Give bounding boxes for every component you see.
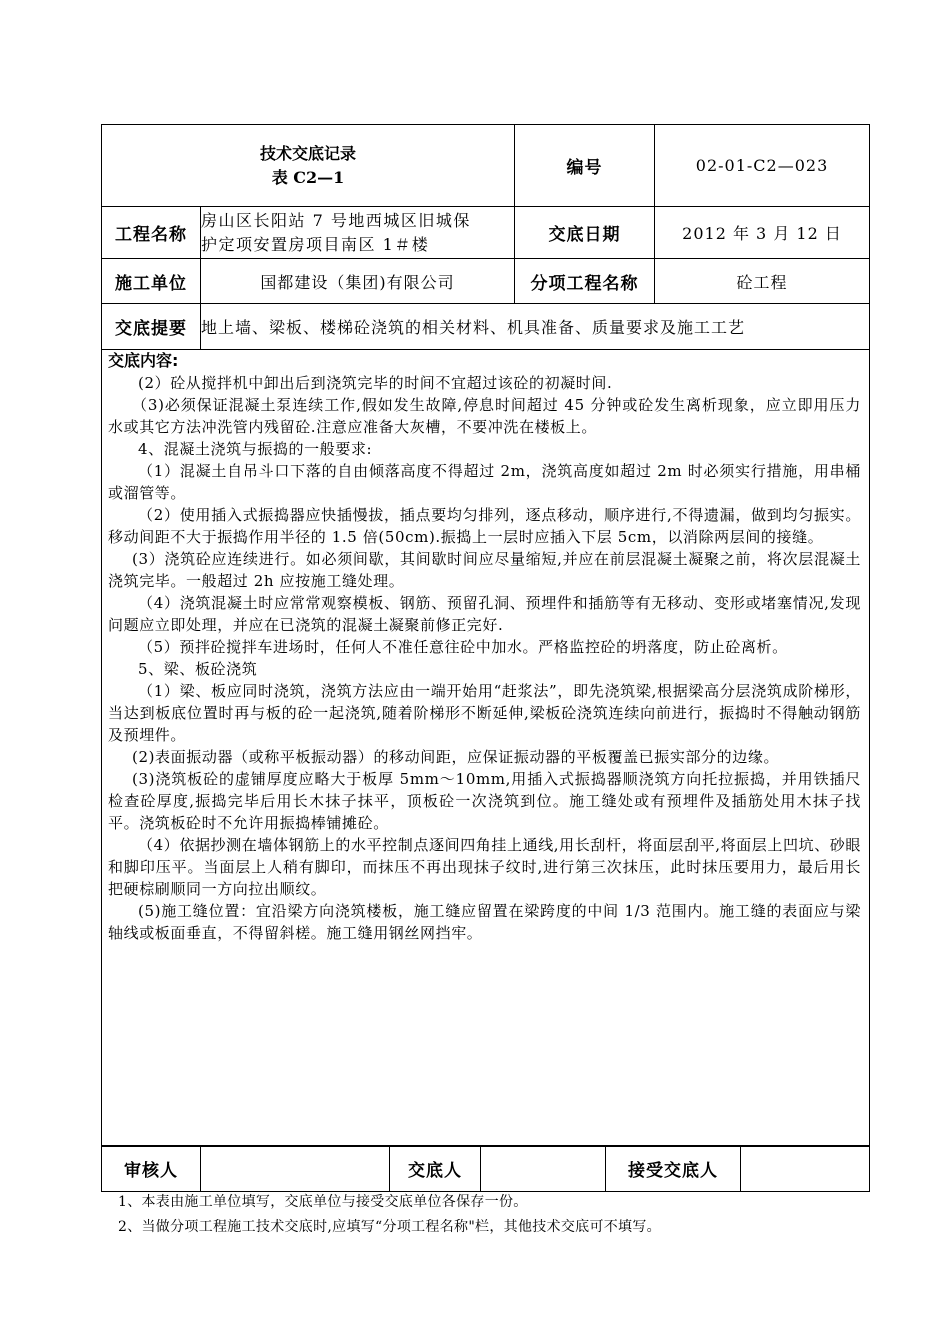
form-title-main: 技术交底记录 — [260, 143, 357, 163]
content-paragraph: 5、梁、板砼浇筑 — [138, 659, 258, 678]
number-value: 02-01-C2—023 — [655, 125, 870, 207]
content-paragraph: (3）浇筑砼应连续进行。如必须间歇，其间歇时间应尽量缩短,并应在前层混凝土凝聚之前，将次层混凝土浇筑完毕。一般超过 2h 应按施工缝处理。 — [108, 549, 861, 590]
content-paragraph: （1）混凝土自吊斗口下落的自由倾落高度不得超过 2m，浇筑高度如超过 2m 时必须实行措施，用串桶或溜管等。 — [108, 461, 861, 502]
form-title-code: 表 C2—1 — [271, 167, 345, 187]
reviewer-field[interactable] — [201, 1146, 390, 1192]
form-title — [102, 125, 515, 207]
discloser-field[interactable] — [481, 1146, 606, 1192]
summary-table — [101, 303, 870, 1147]
content-paragraph: (3)浇筑板砼的虚铺厚度应略大于板厚 5mm～10mm,用插入式振捣器顺浇筑方向托拉振捣，并用铁插尺检查砼厚度,振捣完毕后用长木抹子抹平，顶板砼一次浇筑到位。施工缝处或有预埋件及插筋处用木抹子找平。浇筑板砼时不允许用振捣棒铺摊砼。 — [108, 769, 861, 832]
content-paragraph: (2）砼从搅拌机中卸出后到浇筑完毕的时间不宜超过该砼的初凝时间. — [138, 373, 613, 392]
subproject-value: 砼工程 — [655, 259, 870, 304]
construction-unit-value: 国都建设（集团)有限公司 — [201, 259, 515, 304]
construction-unit-label: 施工单位 — [102, 259, 201, 304]
subproject-label: 分项工程名称 — [515, 259, 655, 304]
project-name-line2: 护定项安置房项目南区 1＃楼 — [201, 234, 430, 254]
reviewer-label: 审核人 — [102, 1146, 201, 1192]
receiver-label: 接受交底人 — [606, 1146, 741, 1192]
content-label: 交底内容: — [108, 350, 179, 370]
signoff-table — [101, 1145, 870, 1192]
discloser-label: 交底人 — [390, 1146, 481, 1192]
content-paragraph: （3)必须保证混凝土泵连续工作,假如发生故障,停息时间超过 45 分钟或砼发生离析现象，应立即用压力水或其它方法冲洗管内残留砼.注意应准备大灰槽，不要冲洗在楼板上。 — [108, 395, 861, 436]
receiver-field[interactable] — [741, 1146, 870, 1192]
project-name-value — [201, 207, 515, 259]
content-paragraph: （1）梁、板应同时浇筑，浇筑方法应由一端开始用“赶浆法”，即先浇筑梁,根据梁高分层浇筑成阶梯形，当达到板底位置时再与板的砼一起浇筑,随着阶梯形不断延伸,梁板砼浇筑连续向前进行，振捣时不得触动钢筋及预埋件。 — [108, 681, 861, 744]
content-section — [102, 349, 870, 1146]
summary-label: 交底提要 — [102, 303, 201, 349]
footnote: 1、本表由施工单位填写，交底单位与接受交底单位各保存一份。 — [118, 1194, 528, 1210]
content-paragraph: (2)表面振动器（或称平板振动器）的移动间距，应保证振动器的平板覆盖已振实部分的边缘。 — [132, 747, 780, 766]
date-value: 2012 年 3 月 12 日 — [655, 207, 870, 259]
date-label: 交底日期 — [515, 207, 655, 259]
content-paragraph: （4）依据抄测在墙体钢筋上的水平控制点逐间四角挂上通线,用长刮杆，将面层刮平,将面层上凹坑、砂眼和脚印压平。当面层上人稍有脚印，而抹压不再出现抹子纹时,进行第三次抹压，此时抹压要用力，最后用长把硬棕刷顺同一方向拉出顺纹。 — [108, 835, 861, 898]
project-name-label: 工程名称 — [102, 207, 201, 259]
content-paragraph: 4、混凝土浇筑与振捣的一般要求: — [138, 439, 373, 458]
number-label: 编号 — [515, 125, 655, 207]
footnote: 2、当做分项工程施工技术交底时,应填写“分项工程名称"栏，其他技术交底可不填写。 — [118, 1219, 661, 1235]
content-paragraph: （5）预拌砼搅拌车进场时，任何人不准任意往砼中加水。严格监控砼的坍落度，防止砼离析。 — [138, 637, 788, 656]
header-table — [101, 124, 870, 304]
disclosure-form — [101, 124, 869, 1192]
footnotes — [118, 1190, 878, 1240]
content-paragraph: （4）浇筑混凝土时应常常观察模板、钢筋、预留孔洞、预埋件和插筋等有无移动、变形或堵塞情况,发现问题应立即处理，并应在已浇筑的混凝土凝聚前修正完好. — [108, 593, 861, 634]
content-paragraph: （2）使用插入式振捣器应快插慢拔，插点要均匀排列，逐点移动，顺序进行,不得遗漏，做到均匀振实。移动间距不大于振捣作用半径的 1.5 倍(50cm).振捣上一层时应插入下层 5cm，以消除两层间的接缝。 — [108, 505, 861, 546]
content-paragraph: (5)施工缝位置：宜沿梁方向浇筑楼板，施工缝应留置在梁跨度的中间 1/3 范围内。施工缝的表面应与梁轴线或板面垂直，不得留斜槎。施工缝用钢丝网挡牢。 — [108, 901, 861, 942]
summary-value: 地上墙、梁板、楼梯砼浇筑的相关材料、机具准备、质量要求及施工工艺 — [201, 303, 870, 349]
project-name-line1: 房山区长阳站 7 号地西城区旧城保 — [201, 210, 471, 230]
